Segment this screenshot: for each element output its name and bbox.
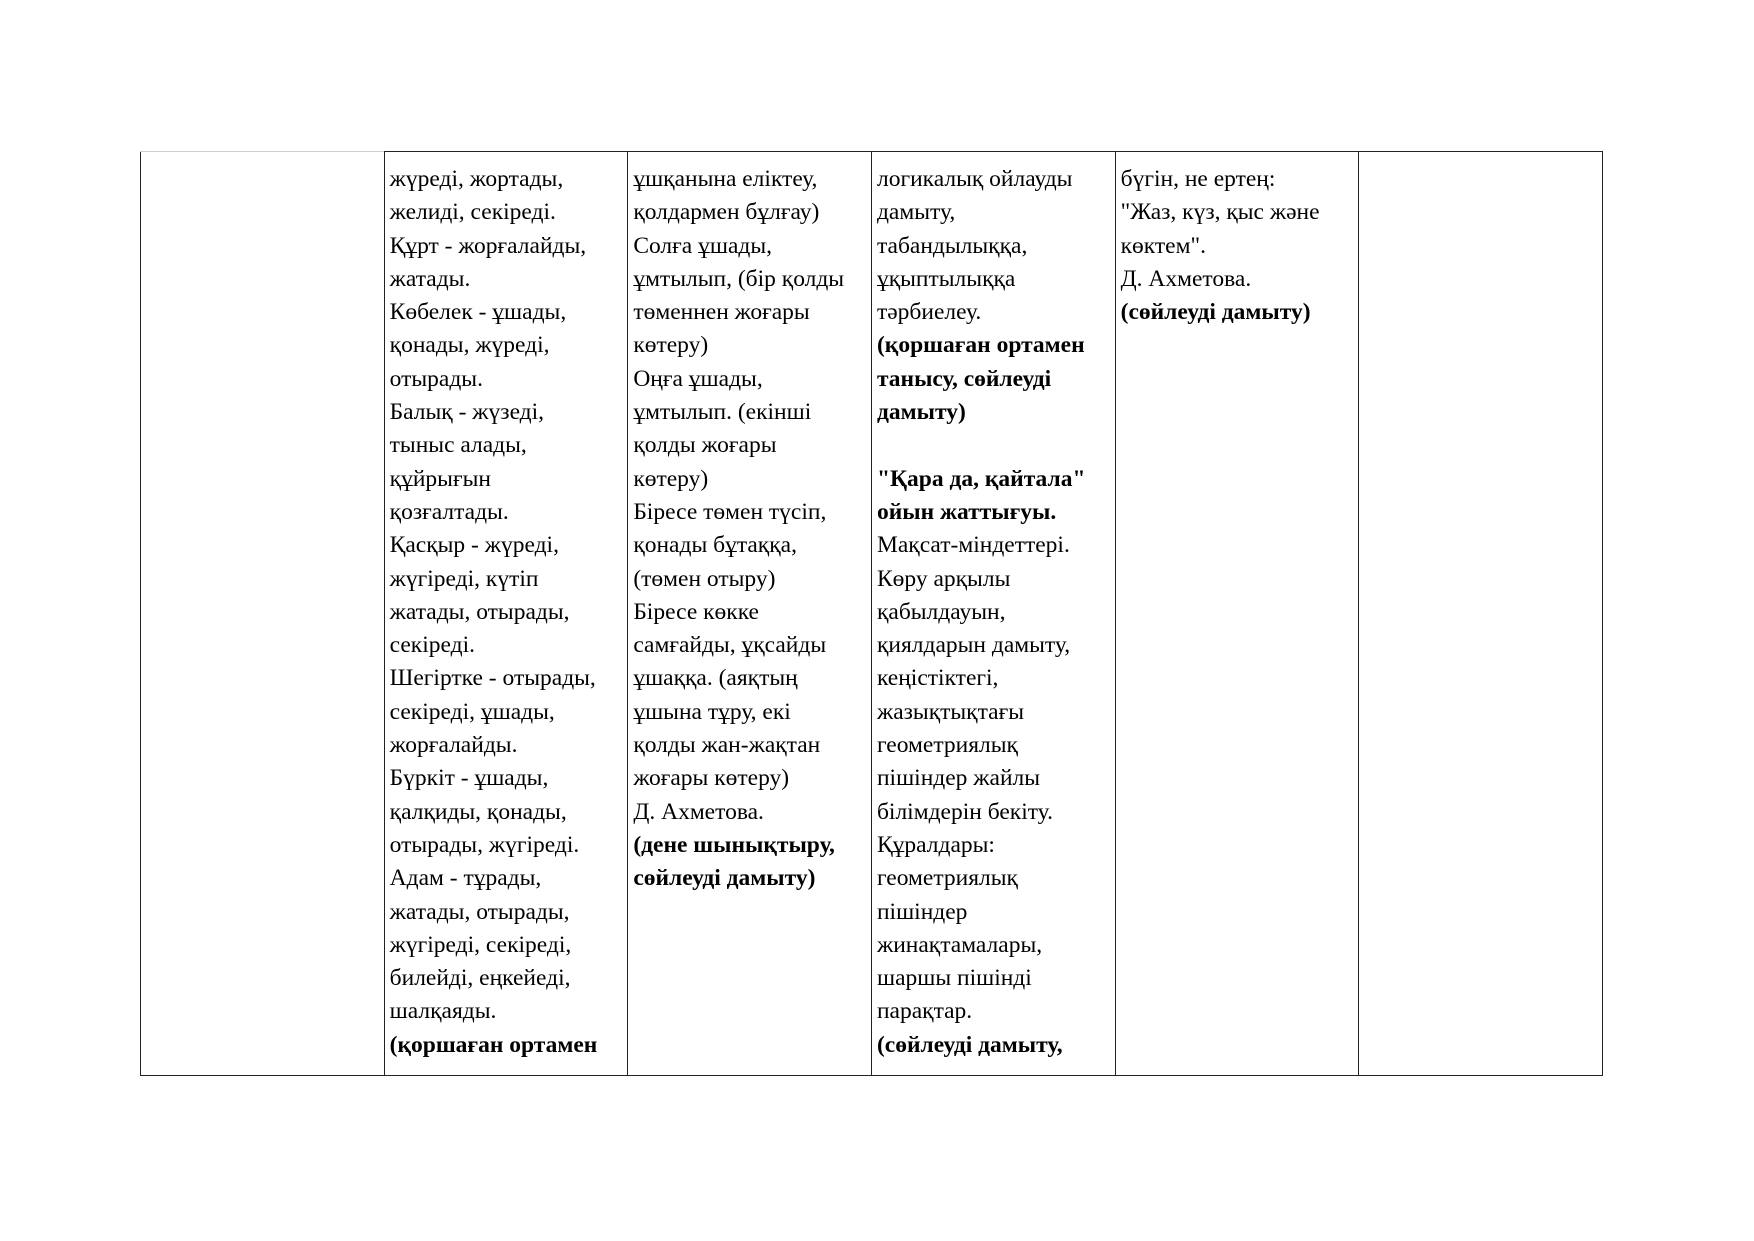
text-line: төменнен жоғары bbox=[633, 299, 810, 326]
bold-text-line: "Қара да, қайтала" bbox=[876, 465, 1086, 492]
text-line: шалқаяды. bbox=[389, 998, 497, 1025]
text-line: жорғалайды. bbox=[389, 732, 518, 759]
text-line: секіреді, ұшады, bbox=[389, 698, 555, 725]
text-line: отырады, жүгіреді. bbox=[389, 831, 580, 858]
text-line: билейді, еңкейеді, bbox=[389, 965, 571, 992]
text-line: Солға ұшады, bbox=[633, 232, 772, 259]
text-line: жазықтықтағы bbox=[876, 698, 1025, 725]
text-line: жатады, отырады, bbox=[389, 598, 570, 625]
bold-text-line: (қоршаған ортамен bbox=[389, 1031, 598, 1058]
table-row bbox=[141, 152, 1603, 1076]
bold-text-line: (сөйлеуді дамыту) bbox=[1120, 299, 1311, 326]
table-cell-col6 bbox=[1359, 152, 1603, 1076]
text-line: Д. Ахметова. bbox=[1120, 265, 1252, 292]
table-cell-col5 bbox=[1115, 152, 1359, 1076]
text-line: Бүркіт - ұшады, bbox=[389, 765, 549, 792]
bold-text-line: (сөйлеуді дамыту, bbox=[876, 1031, 1063, 1058]
text-line: ұмтылып, (бір қолды bbox=[633, 265, 845, 292]
text-line: қабылдауын, bbox=[876, 598, 1006, 625]
text-line: кеңістіктегі, bbox=[876, 665, 999, 692]
text-line: Қасқыр - жүреді, bbox=[389, 532, 559, 559]
text-line: білімдерін бекіту. bbox=[876, 798, 1053, 825]
text-line: Біресе көкке bbox=[633, 598, 759, 625]
text-line: тәрбиелеу. bbox=[876, 299, 982, 326]
text-line: қалқиды, қонады, bbox=[389, 798, 567, 825]
text-line: Құралдары: bbox=[876, 831, 995, 858]
bold-text-line: дамыту) bbox=[876, 399, 966, 426]
text-line: ұшқанына еліктеу, bbox=[633, 166, 818, 192]
text-line: (төмен отыру) bbox=[633, 565, 776, 592]
text-line: пішіндер bbox=[876, 898, 968, 925]
text-line: самғайды, ұқсайды bbox=[633, 632, 827, 659]
text-line: Біресе төмен түсіп, bbox=[633, 498, 827, 525]
text-line: Көру арқылы bbox=[876, 565, 1011, 592]
text-line: жоғары көтеру) bbox=[633, 765, 790, 792]
text-line: құйрығын bbox=[389, 465, 491, 492]
text-line: жүгіреді, секіреді, bbox=[389, 931, 572, 958]
table-cell-col3 bbox=[628, 152, 872, 1076]
text-line: қиялдарын дамыту, bbox=[876, 632, 1071, 659]
text-line: Көбелек - ұшады, bbox=[389, 299, 567, 326]
text-line: қонады, жүреді, bbox=[389, 332, 550, 359]
text-line: дамыту, bbox=[876, 199, 956, 226]
blank-line bbox=[877, 429, 1110, 462]
text-line: жинақтамалары, bbox=[876, 931, 1043, 958]
text-line: қонады бұтаққа, bbox=[633, 532, 797, 559]
text-line: Құрт - жорғалайды, bbox=[389, 232, 587, 259]
text-line: Балық - жүзеді, bbox=[389, 399, 545, 426]
text-line: Оңға ұшады, bbox=[633, 365, 763, 392]
text-line: отырады. bbox=[389, 365, 483, 392]
text-line: ұшына тұру, екі bbox=[633, 698, 791, 725]
text-line: ұшаққа. (аяқтың bbox=[633, 665, 798, 692]
text-line: логикалық ойлауды bbox=[876, 166, 1073, 192]
bold-text-line: (қоршаған ортамен bbox=[876, 332, 1085, 359]
text-line: табандылыққа, bbox=[876, 232, 1028, 259]
bold-text-line: (дене шынықтыру, bbox=[633, 831, 835, 858]
bold-text-line: ойын жаттығуы. bbox=[876, 498, 1057, 525]
text-line: секіреді. bbox=[389, 632, 475, 659]
lesson-plan-table bbox=[140, 151, 1603, 1076]
text-line: жатады. bbox=[389, 265, 471, 292]
text-line: жүреді, жортады, bbox=[389, 166, 564, 192]
text-line: геометриялық bbox=[876, 865, 1018, 892]
text-line: тыныс алады, bbox=[389, 432, 527, 459]
text-line: Шегіртке - отырады, bbox=[389, 665, 596, 692]
text-line: "Жаз, күз, қыс және bbox=[1120, 199, 1320, 226]
text-line: көтеру) bbox=[633, 332, 709, 359]
text-line: жүгіреді, күтіп bbox=[389, 565, 539, 592]
text-line: жатады, отырады, bbox=[389, 898, 570, 925]
text-line: қолды жан-жақтан bbox=[633, 732, 821, 759]
bold-text-line: сөйлеуді дамыту) bbox=[633, 865, 816, 892]
text-line: пішіндер жайлы bbox=[876, 765, 1041, 792]
text-line: көтеру) bbox=[633, 465, 709, 492]
text-line: бүгін, не ертең: bbox=[1120, 166, 1276, 192]
table-cell-col1 bbox=[141, 152, 385, 1076]
text-line: қозғалтады. bbox=[389, 498, 509, 525]
text-line: ұмтылып. (екінші bbox=[633, 399, 812, 426]
text-line: қолды жоғары bbox=[633, 432, 777, 459]
text-line: Адам - тұрады, bbox=[389, 865, 542, 892]
text-line: қолдармен бұлғау) bbox=[633, 199, 820, 226]
table-cell-col2 bbox=[384, 152, 628, 1076]
bold-text-line: танысу, сөйлеуді bbox=[876, 365, 1052, 392]
text-line: Д. Ахметова. bbox=[633, 798, 764, 825]
text-line: геометриялық bbox=[876, 732, 1018, 759]
text-line: желиді, секіреді. bbox=[389, 199, 556, 226]
text-line: Мақсат-міндеттері. bbox=[876, 532, 1070, 559]
text-line: ұқыптылыққа bbox=[876, 265, 1016, 292]
table-cell-col4 bbox=[871, 152, 1115, 1076]
text-line: шаршы пішінді bbox=[876, 965, 1032, 992]
text-line: көктем". bbox=[1120, 232, 1206, 259]
text-line: парақтар. bbox=[876, 998, 973, 1025]
